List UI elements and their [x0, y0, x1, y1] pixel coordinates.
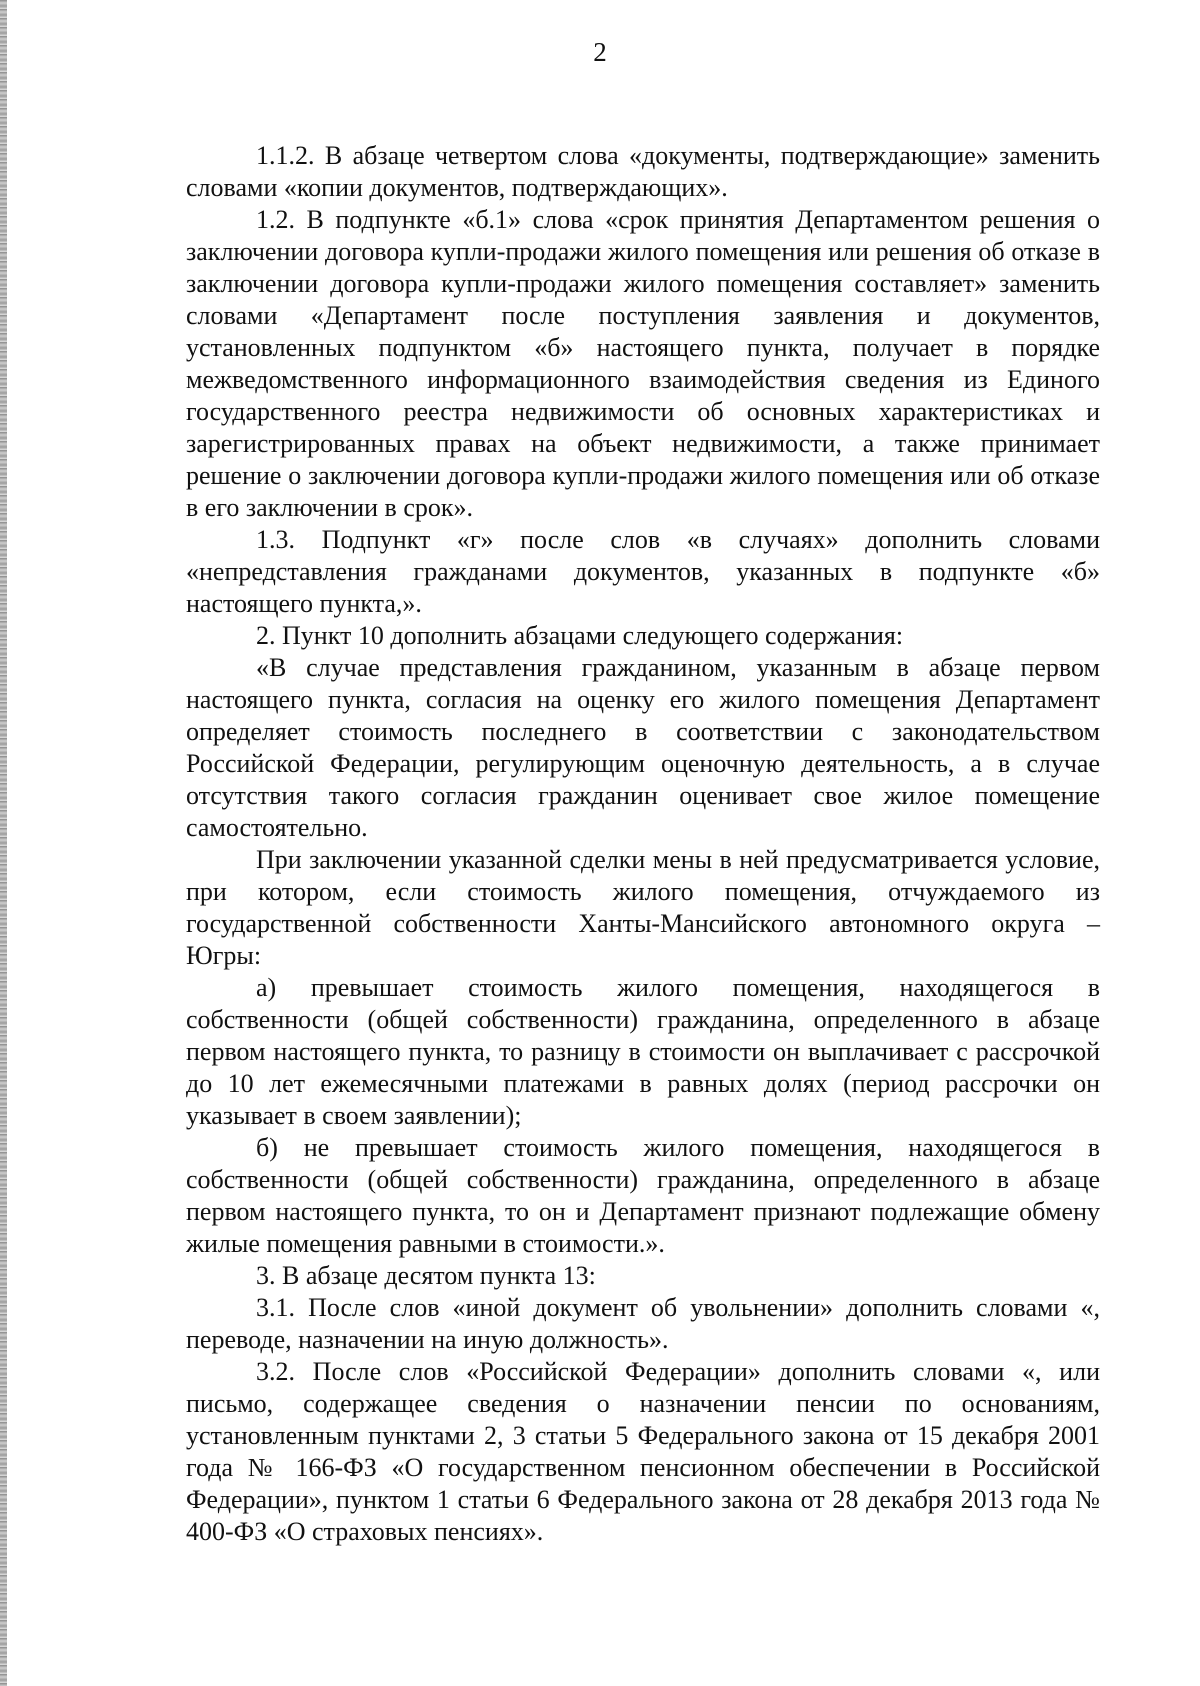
paragraph-3-2: 3.2. После слов «Российской Федерации» дополнить словами «, или письмо, содержащее сведения о назначении пенсии по основаниям, установленным пунктами 2, 3 статьи 5 Федерального закона от 15 декабря 2001 года № 166-ФЗ «О государственном пенсионном обеспечении в Российской Федерации», пунктом 1 статьи 6 Федерального закона от 28 декабря 2013 года № 400-ФЗ «О страховых пенсиях».	[186, 1357, 1100, 1546]
paragraph-1-1-2: 1.1.2. В абзаце четвертом слова «документы, подтверждающие» заменить словами «копии документов, подтверждающих».	[186, 141, 1100, 202]
scan-edge	[0, 0, 7, 1686]
paragraph-1-3: 1.3. Подпункт «г» после слов «в случаях» дополнить словами «непредставления гражданами документов, указанных в подпункте «б» настоящего пункта,».	[186, 525, 1100, 618]
paragraph-3: 3. В абзаце десятом пункта 13:	[256, 1261, 596, 1290]
paragraph-1-2: 1.2. В подпункте «б.1» слова «срок принятия Департаментом решения о заключении договора купли-продажи жилого помещения или решения об отказе в заключении договора купли-продажи жилого помещения составляет» заменить словами «Департамент после поступления заявления и документов, установленных подпунктом «б» настоящего пункта, получает в порядке межведомственного информационного взаимодействия сведения из Единого государственного реестра недвижимости об основных характеристиках и зарегистрированных правах на объект недвижимости, а также принимает решение о заключении договора купли-продажи жилого помещения или об отказе в его заключении в срок».	[186, 205, 1100, 522]
paragraph-3-1: 3.1. После слов «иной документ об увольнении» дополнить словами «, переводе, назначении на иную должность».	[186, 1293, 1100, 1354]
document-body	[186, 140, 1100, 1548]
page-number: 2	[593, 37, 607, 67]
paragraph-2: 2. Пункт 10 дополнить абзацами следующего содержания:	[256, 621, 904, 650]
paragraph-2-item-b: б) не превышает стоимость жилого помещения, находящегося в собственности (общей собственности) гражданина, определенного в абзаце первом настоящего пункта, то он и Департамент признают подлежащие обмену жилые помещения равными в стоимости.».	[186, 1133, 1100, 1258]
paragraph-2-item-a: а) превышает стоимость жилого помещения, находящегося в собственности (общей собственности) гражданина, определенного в абзаце первом настоящего пункта, то разницу в стоимости он выплачивает с рассрочкой до 10 лет ежемесячными платежами в равных долях (период рассрочки он указывает в своем заявлении);	[186, 973, 1100, 1130]
paragraph-2-exchange-condition: При заключении указанной сделки мены в ней предусматривается условие, при котором, если стоимость жилого помещения, отчуждаемого из государственной собственности Ханты-Мансийского автономного округа – Югры:	[186, 845, 1100, 970]
paragraph-2-quote-start: «В случае представления гражданином, указанным в абзаце первом настоящего пункта, согласия на оценку его жилого помещения Департамент определяет стоимость последнего в соответствии с законодательством Российской Федерации, регулирующим оценочную деятельность, а в случае отсутствия такого согласия гражданин оценивает свое жилое помещение самостоятельно.	[186, 653, 1100, 842]
